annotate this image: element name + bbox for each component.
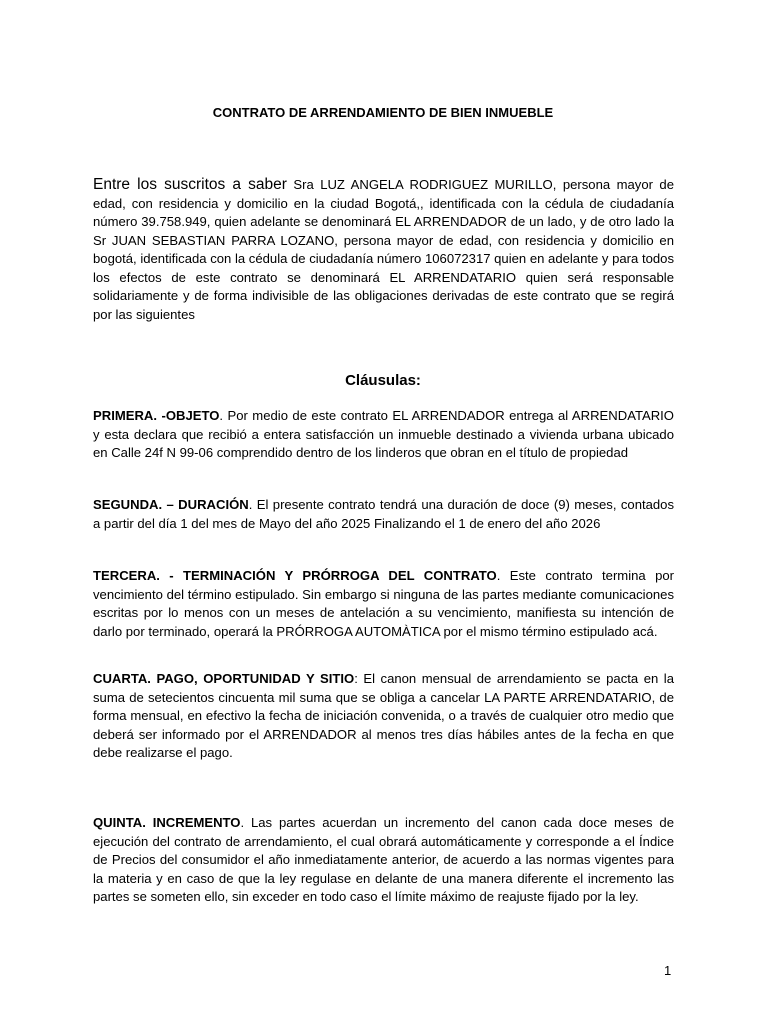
clause-primera <box>93 407 674 463</box>
clause-heading: SEGUNDA. – DURACIÓN <box>93 497 249 512</box>
clause-heading: CUARTA. PAGO, OPORTUNIDAD Y SITIO <box>93 671 355 686</box>
clause-text: : El canon mensual de arrendamiento se pacta en la suma de setecientos cincuenta mil suma que se obliga a cancelar LA PARTE ARRENDATARIO, de forma mensual, en efectivo la fecha de iniciación convenida, o a través de cualquier otro medio que deberá ser informado por el ARRENDADOR al menos tres días hábiles antes de la fecha en que debe realizarse el pago. <box>93 671 674 760</box>
intro-paragraph <box>93 176 674 324</box>
clause-segunda <box>93 496 674 533</box>
document-title: CONTRATO DE ARRENDAMIENTO DE BIEN INMUEBLE <box>212 105 554 120</box>
clause-tercera <box>93 567 674 641</box>
clause-quinta <box>93 814 674 907</box>
clausulas-heading: Cláusulas: <box>345 372 421 389</box>
clause-text: . Las partes acuerdan un incremento del canon cada doce meses de ejecución del contrato de arrendamiento, el cual obrará automáticamente y corresponde a el Índice de Precios del consumidor el año inmediatamente anterior, de acuerdo a las normas vigentes para la materia y en caso de que la ley regulase en delante de una manera diferente el incremento las partes se someten ello, sin exceder en todo caso el límite máximo de reajuste fijado por la ley. <box>93 815 674 904</box>
clause-cuarta <box>93 670 674 763</box>
clause-heading: TERCERA. - TERMINACIÓN Y PRÓRROGA DEL CONTRATO <box>93 568 497 583</box>
clause-text: . Por medio de este contrato EL ARRENDADOR entrega al ARRENDATARIO y esta declara que recibió a entera satisfacción un inmueble destinado a vivienda urbana ubicado en Calle 24f N 99-06 comprendido dentro de los linderos que obran en el título de propiedad <box>93 408 674 460</box>
clause-heading: QUINTA. INCREMENTO <box>93 815 241 830</box>
page-number: 1 <box>664 963 672 978</box>
clause-heading: PRIMERA. -OBJETO <box>93 408 220 423</box>
intro-text: Sra LUZ ANGELA RODRIGUEZ MURILLO, persona mayor de edad, con residencia y domicilio en la ciudad Bogotá,, identificada con la cédula de ciudadanía número 39.758.949, quien adelante se denominará EL ARRENDADOR de un lado, y de otro lado la Sr JUAN SEBASTIAN PARRA LOZANO, persona mayor de edad, con residencia y domicilio en bogotá, identificada con la cédula de ciudadanía número 106072317 quien en adelante y para todos los efectos de este contrato se denominará EL ARRENDATARIO quien será responsable solidariamente y de forma indivisible de las obligaciones derivadas de este contrato que se regirá por las siguientes <box>93 177 674 322</box>
intro-lead: Entre los suscritos a saber <box>93 176 287 193</box>
clause-text: . El presente contrato tendrá una duración de doce (9) meses, contados a partir del día 1 del mes de Mayo del año 2025 Finalizando el 1 de enero del año 2026 <box>93 497 675 531</box>
clause-text: . Este contrato termina por vencimiento del término estipulado. Sin embargo si ninguna de las partes mediante comunicaciones escritas por lo menos con un meses de antelación a su vencimiento, manifiesta su intención de darlo por terminado, operará la PRÓRROGA AUTOMÀTICA por el mismo término estipulado acá. <box>93 568 674 639</box>
